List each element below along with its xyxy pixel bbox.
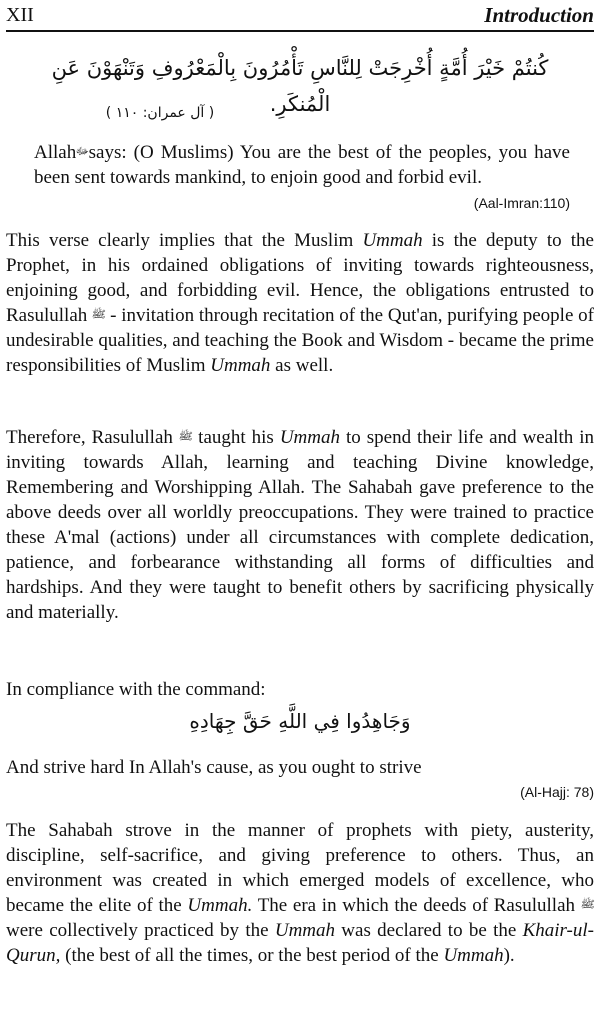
paragraph-1	[6, 228, 594, 378]
paragraph-1-text-f: as well.	[270, 355, 334, 376]
paragraph-2	[6, 425, 594, 625]
paragraph-3: In compliance with the command:	[6, 679, 266, 700]
honorific-seal-icon: ﷺ	[178, 430, 193, 443]
page-header	[6, 2, 594, 30]
honorific-seal-icon: ﷺ	[580, 898, 595, 911]
paragraph-4-text-a: The Sahabah strove in the manner of prophets with piety, austerity, discipline, self-sacrifice, and giving preference to others. Thus, an environment was created in which emerged models of excellence, who became the elite of the	[6, 820, 594, 916]
verse-2-reference: (Al-Hajj: 78)	[520, 784, 594, 800]
paragraph-2-text-a: Therefore, Rasulullah	[6, 427, 179, 448]
paragraph-1-text-a: This verse clearly implies that the Muslim	[6, 230, 363, 251]
paragraph-4-emphasis-ummah-3: Ummah	[443, 945, 504, 966]
header-rule	[6, 30, 594, 32]
paragraph-1-text-c: is the deputy to the Prophet, in his ordained obligations of inviting towards righteousness, enjoining good, and forbidding evil. Hence, the obligations entrusted to Rasulullah	[6, 230, 594, 326]
quran-verse-arabic: كُنتُمْ خَيْرَ أُمَّةٍ أُخْرِجَتْ لِلنَّاسِ تَأْمُرُونَ بِالْمَعْرُوفِ وَتَنْهَوْنَ عَنِ الْمُنكَرِ.	[51, 56, 549, 116]
paragraph-4-emphasis-ummah-2: Ummah	[274, 920, 336, 941]
verse-reference: (Aal-Imran:110)	[473, 195, 570, 211]
paragraph-1-emphasis-ummah: Ummah	[362, 230, 423, 251]
paragraph-4-text-d: were collectively practiced by the	[6, 920, 275, 941]
quran-verse-2-arabic: وَجَاهِدُوا فِي اللَّهِ حَقَّ جِهَادِهِ	[189, 709, 411, 733]
paragraph-4-text-h: (the best of all the times, or the best period of the	[60, 945, 444, 966]
paragraph-1-emphasis-ummah-2: Ummah	[210, 355, 271, 376]
translation-text: says: (O Muslims) You are the best of the peoples, you have been sent towards mankind, to enjoin good and forbid evil.	[34, 142, 570, 188]
paragraph-2-text-b: taught his	[192, 427, 280, 448]
paragraph-2-text-d: to spend their life and wealth in inviting towards Allah, learning and teaching Divine knowledge, Remembering and Worshipping Allah. The Sahabah gave preference to the above deeds over all worldly preoccupations. They were trained to practice these A'mal (actions) under all circumstances with complete dedication, patience, and forbearance withstanding all forms of difficulties and hardships. And they were taught to benefit others by sacrificing physically and materially.	[6, 427, 594, 623]
running-title: Introduction	[484, 3, 594, 27]
verse-translation	[34, 140, 570, 190]
honorific-seal-icon: ﷻ	[75, 145, 90, 158]
paragraph-4	[6, 818, 594, 968]
quran-verse-arabic-reference: ( آل عمران: ١١٠ )	[105, 105, 215, 121]
paragraph-4-text-c: The era in which the deeds of Rasulullah	[252, 895, 581, 916]
paragraph-1-text-d: - invitation through recitation of the Qut'an, purifying people of undesirable qualities, and teaching the Book and Wisdom - became the prime responsibilities of Muslim	[6, 305, 594, 376]
paragraph-4-emphasis-ummah: Ummah.	[187, 895, 253, 916]
paragraph-2-emphasis-ummah: Ummah	[279, 427, 340, 448]
translation-subject: Allah	[34, 142, 77, 163]
paragraph-4-text-j: ).	[503, 945, 515, 966]
paragraph-4-emphasis-khair-ul-qurun: Khair-ul-Qurun,	[6, 920, 594, 966]
page-number: XII	[6, 4, 34, 26]
honorific-seal-icon: ﷺ	[91, 308, 107, 321]
paragraph-4-text-f: was declared to be the	[335, 920, 523, 941]
verse-2-translation: And strive hard In Allah's cause, as you ought to strive	[6, 757, 422, 778]
